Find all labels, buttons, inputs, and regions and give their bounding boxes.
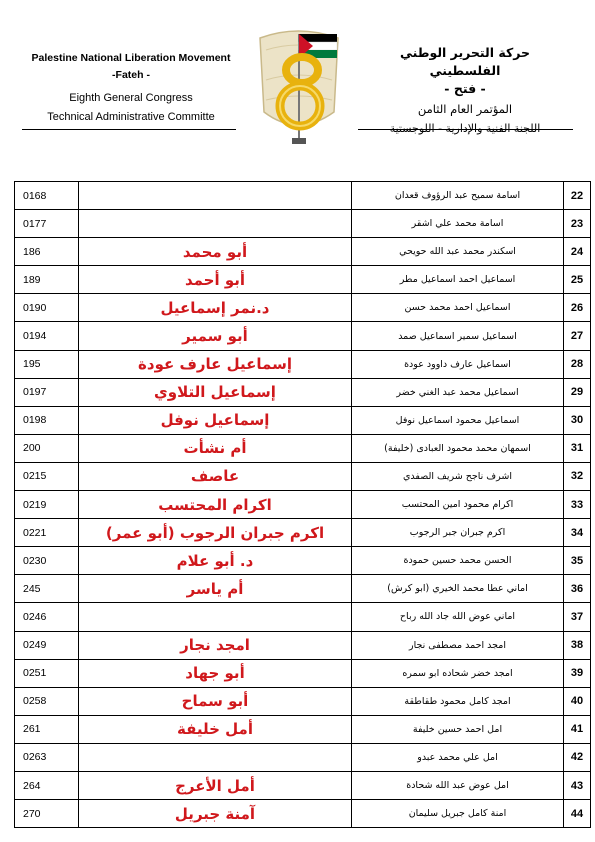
member-nickname: آمنة جبريل bbox=[79, 800, 352, 828]
member-code: 0246 bbox=[15, 603, 79, 631]
member-name: اماني عوض الله جاد الله رباح bbox=[352, 603, 564, 631]
member-code: 200 bbox=[15, 434, 79, 462]
table-row bbox=[15, 771, 591, 799]
row-number: 44 bbox=[564, 800, 591, 828]
members-table bbox=[14, 181, 591, 828]
header-ar-line3: المؤتمر العام الثامن bbox=[417, 102, 513, 116]
member-code: 270 bbox=[15, 800, 79, 828]
header-en-line4: Technical Administrative Committe bbox=[47, 111, 215, 123]
table-row bbox=[15, 182, 591, 210]
row-number: 28 bbox=[564, 350, 591, 378]
member-name: امجد خضر شحاده ابو سمره bbox=[352, 659, 564, 687]
member-name: اكرام محمود امين المحتسب bbox=[352, 491, 564, 519]
member-name: اسماعيل احمد اسماعيل مطر bbox=[352, 266, 564, 294]
member-name: امجد احمد مصطفى نجار bbox=[352, 631, 564, 659]
row-number: 33 bbox=[564, 491, 591, 519]
row-number: 38 bbox=[564, 631, 591, 659]
header-arabic bbox=[365, 44, 565, 138]
member-code: 245 bbox=[15, 575, 79, 603]
row-number: 39 bbox=[564, 659, 591, 687]
header-ar-line2: - فتح - bbox=[444, 81, 486, 96]
member-code: 0221 bbox=[15, 519, 79, 547]
member-name: اماني عطا محمد الخيري (ابو كرش) bbox=[352, 575, 564, 603]
member-name: اسمهان محمد محمود العبادى (خليفة) bbox=[352, 434, 564, 462]
member-name: امل احمد حسين خليفة bbox=[352, 715, 564, 743]
member-name: اسماعيل احمد محمد حسن bbox=[352, 294, 564, 322]
row-number: 29 bbox=[564, 378, 591, 406]
member-nickname bbox=[79, 743, 352, 771]
row-number: 22 bbox=[564, 182, 591, 210]
member-nickname: د.نمر إسماعيل bbox=[79, 294, 352, 322]
member-name: اسامة محمد علي اشقر bbox=[352, 210, 564, 238]
member-code: 0263 bbox=[15, 743, 79, 771]
member-name: اكرم جبران جبر الرجوب bbox=[352, 519, 564, 547]
row-number: 40 bbox=[564, 687, 591, 715]
table-row bbox=[15, 378, 591, 406]
member-code: 0251 bbox=[15, 659, 79, 687]
row-number: 25 bbox=[564, 266, 591, 294]
row-number: 36 bbox=[564, 575, 591, 603]
row-number: 37 bbox=[564, 603, 591, 631]
member-name: اسامة سميح عبد الرؤوف قعدان bbox=[352, 182, 564, 210]
header-divider-right bbox=[358, 129, 573, 130]
header-en-line3: Eighth General Congress bbox=[69, 92, 193, 104]
table-row bbox=[15, 715, 591, 743]
row-number: 31 bbox=[564, 434, 591, 462]
table-row bbox=[15, 210, 591, 238]
row-number: 24 bbox=[564, 238, 591, 266]
member-code: 261 bbox=[15, 715, 79, 743]
row-number: 30 bbox=[564, 406, 591, 434]
member-nickname: إسماعيل التلاوي bbox=[79, 378, 352, 406]
member-nickname bbox=[79, 182, 352, 210]
table-row bbox=[15, 238, 591, 266]
member-code: 195 bbox=[15, 350, 79, 378]
member-code: 189 bbox=[15, 266, 79, 294]
table-row bbox=[15, 350, 591, 378]
member-name: امل عوض عبد الله شحادة bbox=[352, 771, 564, 799]
member-name: امل علي محمد عبدو bbox=[352, 743, 564, 771]
member-nickname: د. أبو علام bbox=[79, 547, 352, 575]
row-number: 35 bbox=[564, 547, 591, 575]
member-nickname: أبو سماح bbox=[79, 687, 352, 715]
member-code: 0215 bbox=[15, 462, 79, 490]
table-row bbox=[15, 266, 591, 294]
members-table-body bbox=[15, 182, 591, 828]
table-row bbox=[15, 631, 591, 659]
table-row bbox=[15, 743, 591, 771]
table-row bbox=[15, 491, 591, 519]
row-number: 34 bbox=[564, 519, 591, 547]
member-code: 264 bbox=[15, 771, 79, 799]
member-code: 0190 bbox=[15, 294, 79, 322]
member-code: 0258 bbox=[15, 687, 79, 715]
member-name: اسماعيل محمد عبد الغني خضر bbox=[352, 378, 564, 406]
header-en-line1: Palestine National Liberation Movement bbox=[31, 52, 231, 64]
member-code: 0219 bbox=[15, 491, 79, 519]
table-row bbox=[15, 322, 591, 350]
member-nickname: أبو أحمد bbox=[79, 266, 352, 294]
member-code: 0177 bbox=[15, 210, 79, 238]
row-number: 27 bbox=[564, 322, 591, 350]
member-code: 186 bbox=[15, 238, 79, 266]
row-number: 23 bbox=[564, 210, 591, 238]
member-code: 0197 bbox=[15, 378, 79, 406]
member-nickname: أبو محمد bbox=[79, 238, 352, 266]
header-divider-left bbox=[22, 129, 236, 130]
member-code: 0194 bbox=[15, 322, 79, 350]
member-nickname: أبو جهاد bbox=[79, 659, 352, 687]
table-row bbox=[15, 603, 591, 631]
member-code: 0198 bbox=[15, 406, 79, 434]
row-number: 26 bbox=[564, 294, 591, 322]
member-name: امنة كامل جبريل سليمان bbox=[352, 800, 564, 828]
table-row bbox=[15, 659, 591, 687]
header-ar-line1: حركة التحرير الوطني الفلسطيني bbox=[399, 45, 530, 78]
member-name: اشرف ناجح شريف الصفدي bbox=[352, 462, 564, 490]
member-nickname: أم نشأت bbox=[79, 434, 352, 462]
table-row bbox=[15, 687, 591, 715]
row-number: 43 bbox=[564, 771, 591, 799]
table-row bbox=[15, 434, 591, 462]
member-name: اسماعيل عارف داوود عودة bbox=[352, 350, 564, 378]
member-nickname: عاصف bbox=[79, 462, 352, 490]
member-name: اسماعيل سمير اسماعيل صمد bbox=[352, 322, 564, 350]
table-row bbox=[15, 294, 591, 322]
member-code: 0249 bbox=[15, 631, 79, 659]
member-code: 0168 bbox=[15, 182, 79, 210]
table-row bbox=[15, 519, 591, 547]
fateh-congress-logo bbox=[246, 20, 351, 152]
member-name: اسماعيل محمود اسماعيل نوفل bbox=[352, 406, 564, 434]
member-name: اسكندر محمد عبد الله حويحي bbox=[352, 238, 564, 266]
table-row bbox=[15, 800, 591, 828]
member-code: 0230 bbox=[15, 547, 79, 575]
table-row bbox=[15, 547, 591, 575]
member-name: الحسن محمد حسين حمودة bbox=[352, 547, 564, 575]
member-nickname bbox=[79, 603, 352, 631]
member-nickname: أم ياسر bbox=[79, 575, 352, 603]
member-nickname bbox=[79, 210, 352, 238]
member-nickname: إسماعيل نوفل bbox=[79, 406, 352, 434]
table-row bbox=[15, 575, 591, 603]
page-header bbox=[0, 0, 595, 160]
member-name: امجد كامل محمود طقاطقة bbox=[352, 687, 564, 715]
table-row bbox=[15, 462, 591, 490]
row-number: 41 bbox=[564, 715, 591, 743]
member-nickname: أمل خليفة bbox=[79, 715, 352, 743]
header-ar-line4: اللجنة الفنية والإدارية - اللوجستية bbox=[389, 122, 541, 135]
member-nickname: اكرم جبران الرجوب (أبو عمر) bbox=[79, 519, 352, 547]
member-nickname: امجد نجار bbox=[79, 631, 352, 659]
header-en-line2: -Fateh - bbox=[112, 69, 150, 81]
row-number: 42 bbox=[564, 743, 591, 771]
table-row bbox=[15, 406, 591, 434]
member-nickname: إسماعيل عارف عودة bbox=[79, 350, 352, 378]
member-nickname: اكرام المحتسب bbox=[79, 491, 352, 519]
row-number: 32 bbox=[564, 462, 591, 490]
header-english bbox=[20, 50, 242, 126]
member-nickname: أمل الأعرج bbox=[79, 771, 352, 799]
member-nickname: أبو سمير bbox=[79, 322, 352, 350]
